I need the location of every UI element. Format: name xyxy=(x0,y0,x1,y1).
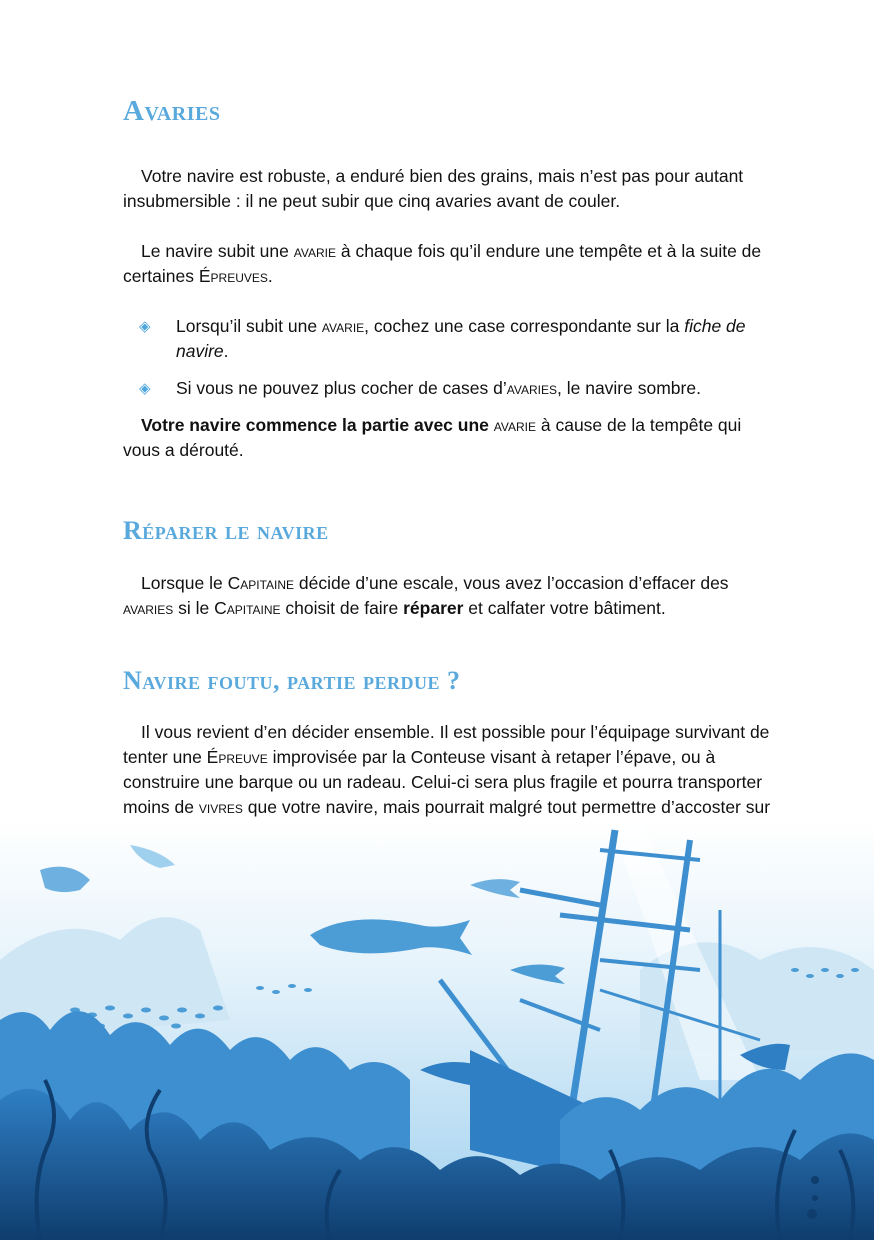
term-avaries: avaries xyxy=(506,377,557,398)
section-title-foutu: Navire foutu, partie perdue ? xyxy=(123,666,461,696)
bullet-item xyxy=(139,376,783,401)
diamond-icon: ◈ xyxy=(139,379,151,397)
term-capitaine: Capitaine xyxy=(227,573,295,594)
fiche-de-navire-emphasis: fiche de navire xyxy=(176,315,746,361)
bullet-text xyxy=(176,314,783,364)
avaries-paragraph-2 xyxy=(123,239,783,289)
section-title-avaries: Avaries xyxy=(123,95,221,127)
text-run: , cochez une case correspondante sur la xyxy=(364,315,685,336)
bold-run: réparer xyxy=(403,598,464,619)
term-avarie: avarie xyxy=(321,315,365,336)
section-title-reparer: Réparer le navire xyxy=(123,515,329,545)
text-run: , le navire sombre. xyxy=(557,377,701,398)
term-capitaine: Capitaine xyxy=(214,598,281,619)
text-run: que votre navire, mais pourrait malgré tout permettre d’accoster sur xyxy=(247,797,771,818)
term-avaries: avaries xyxy=(123,598,174,619)
text-run: improvisée par la Conteuse visant à retaper l’épave, ou à construire une barque ou un radeau. Celui-ci sera plus fragile et pourra transporter moins de xyxy=(123,747,763,818)
bullet-text xyxy=(176,376,783,401)
term-avarie: avarie xyxy=(293,240,336,261)
avaries-paragraph-1: Votre navire est robuste, a enduré bien des grains, mais n’est pas pour autant insubmersible : il ne peut subir que cinq avaries avant de couler. xyxy=(123,165,744,211)
text-run: si le xyxy=(173,598,215,619)
text-run: Lorsqu’il subit une xyxy=(176,315,322,336)
text-run: à chaque fois qu’il endure une tempête et à la suite de certaines xyxy=(123,240,762,286)
underwater-shipwreck-illustration xyxy=(0,820,874,1240)
text-run: choisit de faire xyxy=(280,598,404,619)
text-run: et calfater votre bâtiment. xyxy=(463,598,666,619)
content xyxy=(123,96,783,845)
text-run: Si vous ne pouvez plus cocher de cases d’ xyxy=(176,377,507,398)
text-run: . xyxy=(223,340,229,361)
term-avarie: avarie xyxy=(493,414,536,435)
text-run: à cause de la tempête qui vous a dérouté. xyxy=(123,414,742,460)
avaries-paragraph-3 xyxy=(123,413,783,463)
term-vivres: vivres xyxy=(198,797,243,818)
text-run: Le navire subit une xyxy=(141,240,294,261)
bold-run: Votre navire commence la partie avec une xyxy=(141,414,494,435)
text-run: décide d’une escale, vous avez l’occasion d’effacer des xyxy=(294,573,729,594)
text-run: Il vous revient d’en décider ensemble. Il est possible pour l’équipage survivant de tenter une xyxy=(123,722,770,768)
diamond-icon: ◈ xyxy=(139,317,151,335)
term-epreuves: Épreuves xyxy=(198,265,268,286)
reparer-paragraph xyxy=(123,571,783,621)
bullet-item xyxy=(139,314,783,364)
text-run: Lorsque le xyxy=(141,573,228,594)
text-run: . xyxy=(267,265,273,286)
term-epreuve: Épreuve xyxy=(206,747,268,768)
